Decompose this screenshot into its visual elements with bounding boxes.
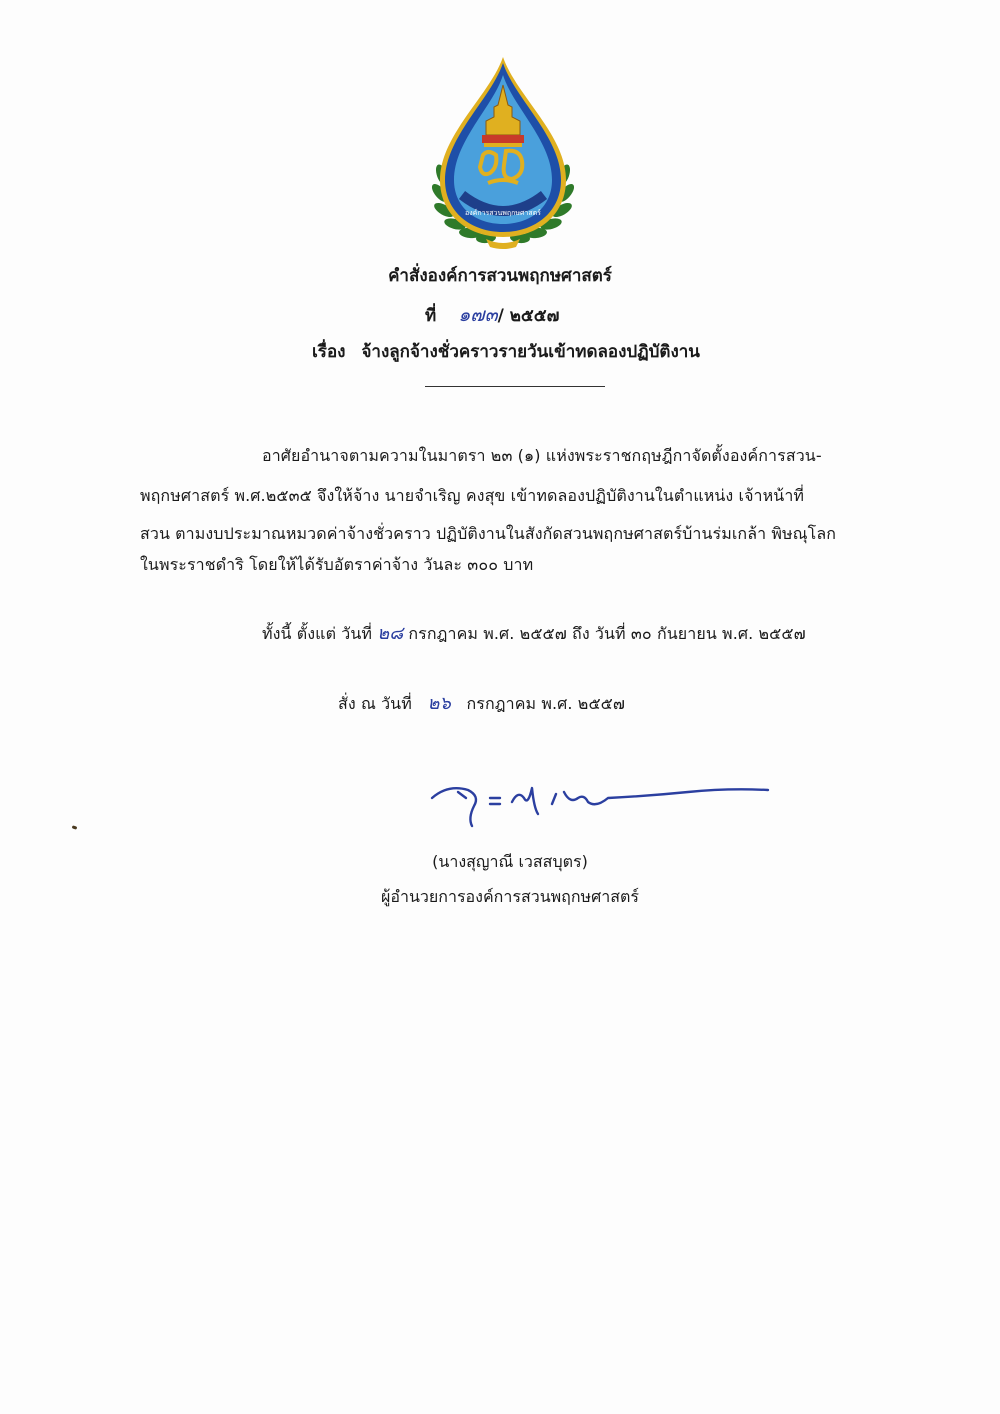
order-subject [312, 338, 700, 365]
effective-rest: กรกฎาคม พ.ศ. ๒๕๕๗ ถึง วันที่ ๓๐ กันยายน พ.ศ. ๒๕๕๗ [408, 624, 806, 643]
paper-speck [72, 825, 78, 830]
effective-start-day: ๒๘ [377, 623, 404, 644]
order-number-label: ที่ [425, 306, 437, 326]
order-number-handwritten: ๑๗๓ [458, 304, 498, 326]
order-title: คำสั่งองค์การสวนพฤกษศาสตร์ [388, 266, 612, 286]
order-date-prefix: สั่ง ณ วันที่ [338, 694, 412, 713]
order-date-day: ๒๖ [427, 693, 451, 714]
order-date-rest: กรกฎาคม พ.ศ. ๒๕๕๗ [466, 694, 625, 713]
body-line-3: สวน ตามงบประมาณหมวดค่าจ้างชั่วคราว ปฏิบัติงานในสังกัดสวนพฤกษศาสตร์บ้านร่มเกล้า พิษณุโลก [140, 524, 837, 543]
effective-period [262, 618, 806, 647]
body-line-1: อาศัยอำนาจตามความในมาตรา ๒๓ (๑) แห่งพระราชกฤษฎีกาจัดตั้งองค์การสวน- [262, 446, 822, 465]
body-line-2: พฤกษศาสตร์ พ.ศ.๒๕๓๕ จึงให้จ้าง นายจำเริญ คงสุข เข้าทดลองปฏิบัติงานในตำแหน่ง เจ้าหน้าที่ [140, 486, 805, 505]
effective-prefix: ทั้งนี้ ตั้งแต่ วันที่ [262, 624, 373, 643]
signer-position: ผู้อำนวยการองค์การสวนพฤกษศาสตร์ [381, 887, 639, 906]
order-number [425, 300, 559, 330]
signature-icon [428, 768, 773, 830]
subject-text: จ้างลูกจ้างชั่วคราวรายวันเข้าทดลองปฏิบัติงาน [361, 342, 700, 362]
heading-divider [425, 386, 605, 387]
subject-label: เรื่อง [312, 342, 346, 362]
emblem-icon [428, 55, 578, 250]
order-number-suffix: / ๒๕๕๗ [497, 306, 560, 326]
signer-name: (นางสุญาณี เวสสบุตร) [432, 852, 588, 871]
body-line-4: ในพระราชดำริ โดยให้ได้รับอัตราค่าจ้าง วันละ ๓๐๐ บาท [140, 555, 534, 574]
svg-text:องค์การสวนพฤกษศาสตร์: องค์การสวนพฤกษศาสตร์ [465, 209, 541, 217]
order-date [338, 688, 625, 717]
